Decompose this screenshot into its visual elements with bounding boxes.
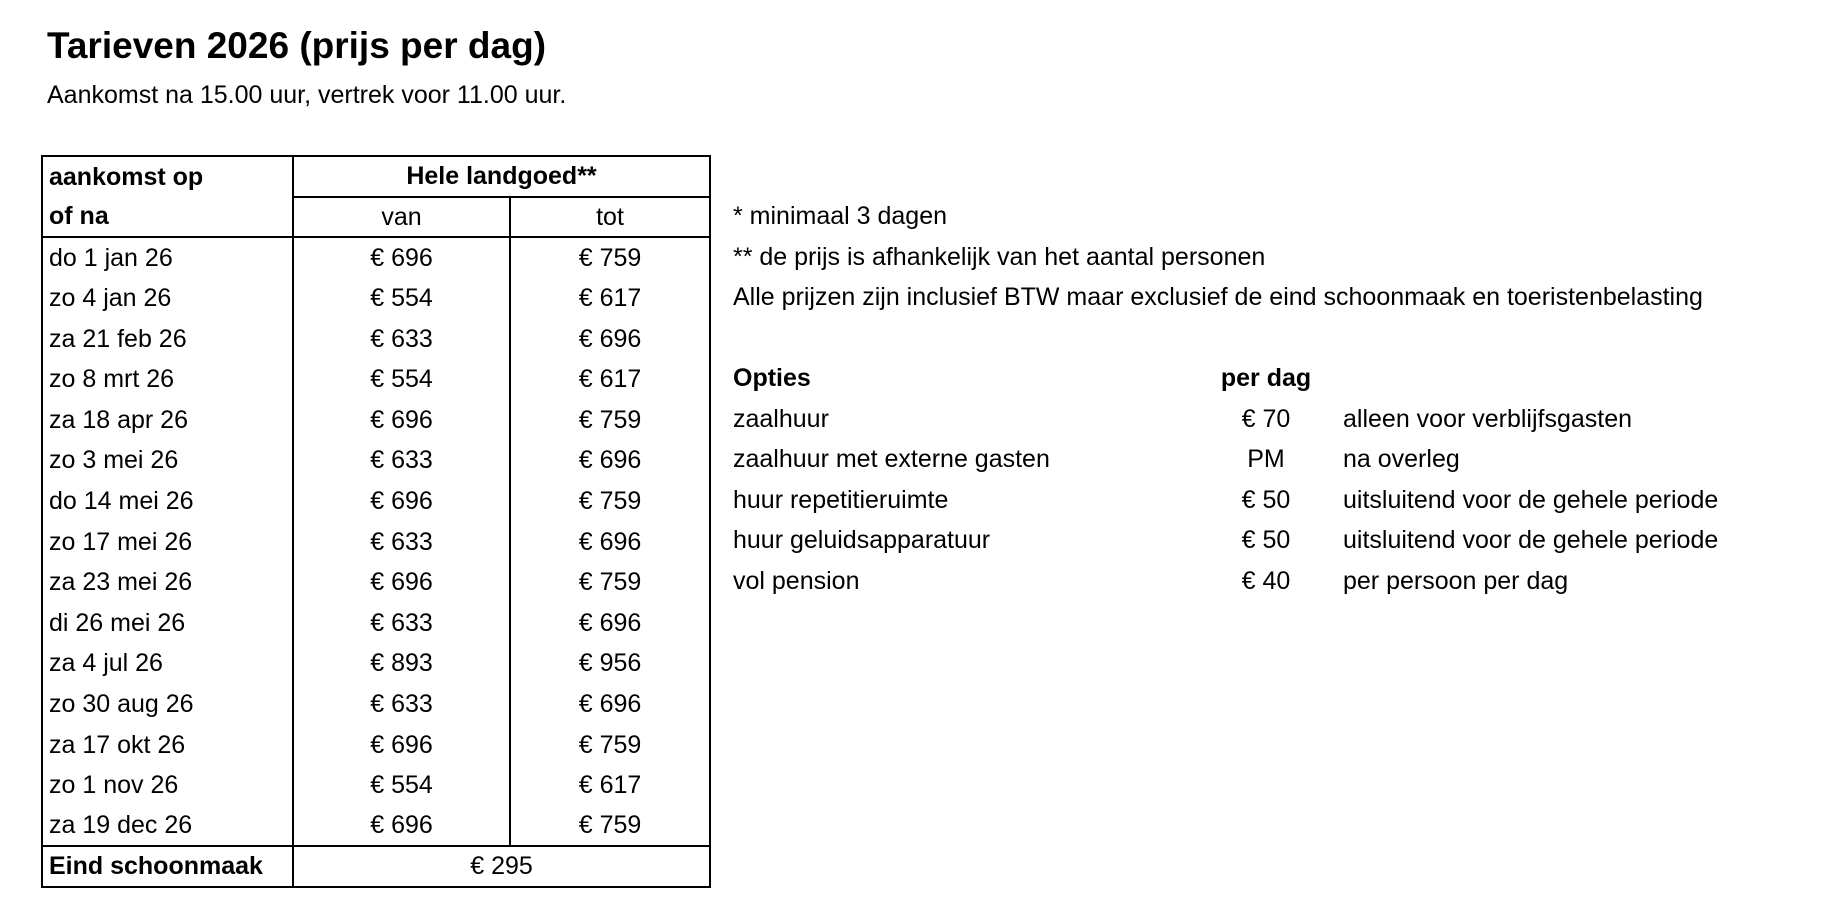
price-van-cell: € 633 [293,440,510,481]
options-header-price: per dag [1220,364,1312,392]
note-line: Alle prijzen zijn inclusief BTW maar exclusief de eind schoonmaak en toeristenbelasting [733,283,1703,312]
table-row [42,400,710,441]
table-header-row-2 [42,197,710,238]
option-note: per persoon per dag [1343,566,1569,595]
header-arrival-line1: aankomst op [42,156,293,197]
arrival-date-cell: za 18 apr 26 [42,400,293,441]
table-header-row-1 [42,156,710,197]
page-subtitle: Aankomst na 15.00 uur, vertrek voor 11.00 uur. [47,81,567,109]
price-van-cell: € 696 [293,237,510,278]
table-row [42,237,710,278]
price-tot-cell: € 759 [510,237,710,278]
price-tot-cell: € 617 [510,278,710,319]
option-name: huur geluidsapparatuur [733,526,991,555]
note-line: ** de prijs is afhankelijk van het aantal personen [733,242,1266,271]
price-tot-cell: € 759 [510,806,710,847]
price-tot-cell: € 759 [510,481,710,522]
footer-cleaning-label: Eind schoonmaak [42,846,293,887]
price-tot-cell: € 696 [510,603,710,644]
table-row [42,481,710,522]
price-tot-cell: € 696 [510,521,710,562]
option-name: vol pension [733,566,860,595]
table-row [42,603,710,644]
arrival-date-cell: di 26 mei 26 [42,603,293,644]
price-tot-cell: € 759 [510,562,710,603]
option-price: € 40 [1241,566,1291,595]
arrival-date-cell: za 17 okt 26 [42,724,293,765]
table-row [42,684,710,725]
option-note: uitsluitend voor de gehele periode [1343,485,1719,514]
price-tot-cell: € 617 [510,765,710,806]
table-row [42,724,710,765]
header-arrival-line2: of na [42,197,293,238]
price-van-cell: € 893 [293,643,510,684]
option-price: € 70 [1241,404,1291,433]
option-name: zaalhuur met externe gasten [733,445,1050,474]
price-van-cell: € 554 [293,278,510,319]
table-row [42,278,710,319]
price-van-cell: € 633 [293,684,510,725]
price-van-cell: € 696 [293,400,510,441]
option-price: € 50 [1241,485,1291,514]
price-van-cell: € 696 [293,806,510,847]
price-tot-cell: € 696 [510,440,710,481]
price-tot-cell: € 956 [510,643,710,684]
table-footer-row [42,846,710,887]
arrival-date-cell: zo 3 mei 26 [42,440,293,481]
price-tot-cell: € 696 [510,318,710,359]
page-title: Tarieven 2026 (prijs per dag) [47,25,547,66]
price-tot-cell: € 759 [510,724,710,765]
table-row [42,440,710,481]
price-van-cell: € 696 [293,481,510,522]
rates-table [41,155,711,888]
table-row [42,765,710,806]
price-van-cell: € 633 [293,318,510,359]
table-row [42,318,710,359]
option-price: PM [1247,445,1285,474]
arrival-date-cell: za 19 dec 26 [42,806,293,847]
arrival-date-cell: zo 4 jan 26 [42,278,293,319]
price-tot-cell: € 759 [510,400,710,441]
price-tot-cell: € 617 [510,359,710,400]
arrival-date-cell: do 1 jan 26 [42,237,293,278]
header-tot: tot [510,197,710,238]
table-row [42,806,710,847]
option-note: alleen voor verblijfsgasten [1343,404,1633,433]
price-van-cell: € 633 [293,603,510,644]
table-row [42,562,710,603]
arrival-date-cell: za 23 mei 26 [42,562,293,603]
header-group-whole-estate: Hele landgoed** [293,156,710,197]
price-van-cell: € 633 [293,521,510,562]
option-price: € 50 [1241,526,1291,555]
note-line: * minimaal 3 dagen [733,202,948,230]
arrival-date-cell: zo 17 mei 26 [42,521,293,562]
price-van-cell: € 554 [293,359,510,400]
header-van: van [293,197,510,238]
arrival-date-cell: zo 8 mrt 26 [42,359,293,400]
price-van-cell: € 696 [293,562,510,603]
table-row [42,521,710,562]
price-van-cell: € 696 [293,724,510,765]
option-name: huur repetitieruimte [733,485,949,514]
arrival-date-cell: zo 1 nov 26 [42,765,293,806]
options-header-label: Opties [733,364,811,392]
price-tot-cell: € 696 [510,684,710,725]
arrival-date-cell: za 21 feb 26 [42,318,293,359]
option-note: na overleg [1343,445,1460,474]
notes-block [733,196,1703,318]
arrival-date-cell: za 4 jul 26 [42,643,293,684]
option-name: zaalhuur [733,404,829,433]
option-note: uitsluitend voor de gehele periode [1343,526,1719,555]
arrival-date-cell: do 14 mei 26 [42,481,293,522]
footer-cleaning-price: € 295 [293,846,710,887]
table-row [42,643,710,684]
price-van-cell: € 554 [293,765,510,806]
arrival-date-cell: zo 30 aug 26 [42,684,293,725]
table-row [42,359,710,400]
